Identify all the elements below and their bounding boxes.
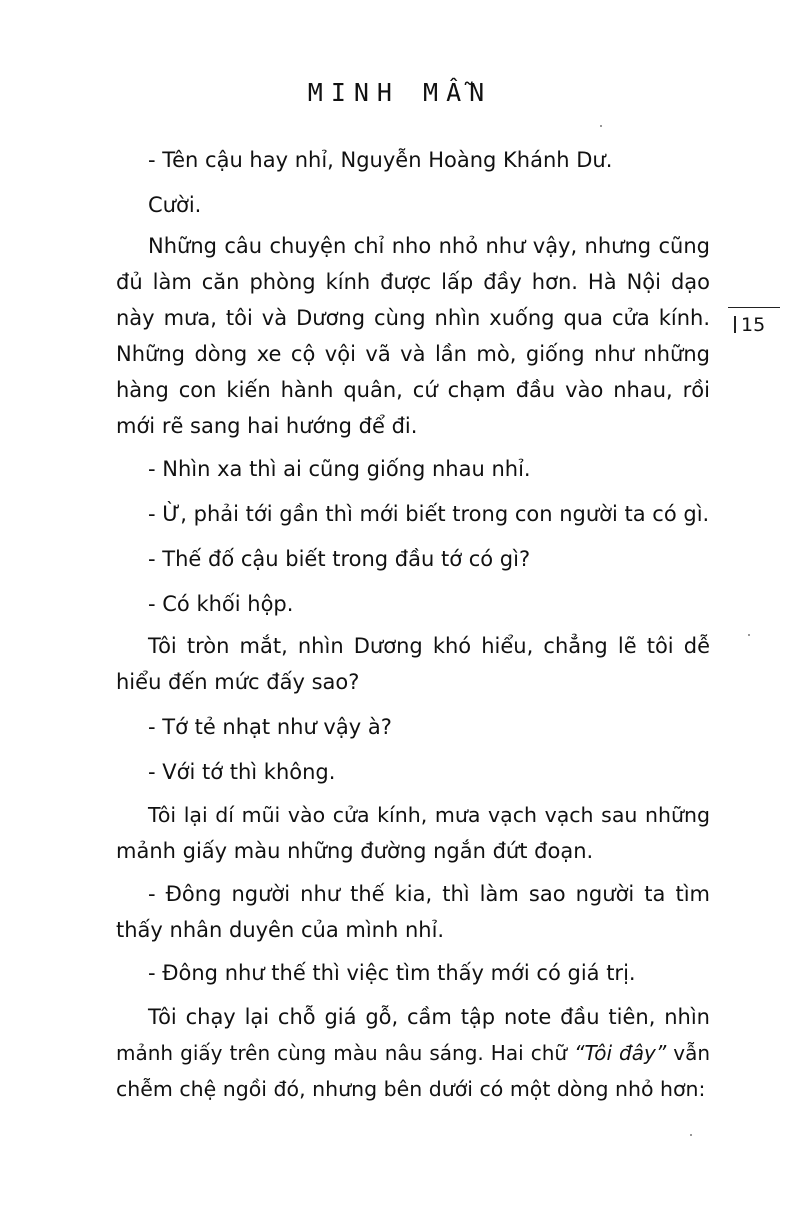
paragraph: Tôi tròn mắt, nhìn Dương khó hiểu, chẳng lẽ tôi dễ hiểu đến mức đấy sao?: [116, 634, 710, 694]
paragraph: Tôi lại dí mũi vào cửa kính, mưa vạch vạch sau những mảnh giấy màu những đường ngắn đứt đoạn.: [116, 803, 710, 863]
paragraph: Cười.: [148, 193, 202, 217]
page-number-rule: [728, 307, 780, 308]
dialogue-line: - Thế đố cậu biết trong đầu tớ có gì?: [148, 547, 531, 571]
page-number: 15: [734, 314, 765, 336]
running-title: MINH MẪN: [307, 78, 493, 107]
dialogue-line: - Có khối hộp.: [148, 592, 294, 616]
dialogue-line: - Với tớ thì không.: [148, 760, 336, 784]
line-with-emphasis: mảnh giấy trên cùng màu nâu sáng. Hai chữ “Tôi đây” vẫn: [116, 1041, 710, 1065]
scan-speck: [600, 125, 602, 127]
paragraph: Tôi chạy lại chỗ giá gỗ, cầm tập note đầu tiên, nhìn mảnh giấy trên cùng màu nâu sáng. Hai chữ “Tôi đây” vẫn chễm chệ ngồi đó, nhưng bên dưới có một dòng nhỏ hơn:: [116, 1005, 710, 1101]
dialogue-line: - Đông người như thế kia, thì làm sao người ta tìm thấy nhân duyên của mình nhỉ.: [116, 882, 710, 942]
dialogue-line: - Đông như thế thì việc tìm thấy mới có giá trị.: [148, 961, 636, 985]
paragraph: Những câu chuyện chỉ nho nhỏ như vậy, nhưng cũng đủ làm căn phòng kính được lấp đầy hơn. Hà Nội dạo này mưa, tôi và Dương cùng nhìn xuống qua cửa kính. Những dòng xe cộ vội vã và lần mò, giống như những hàng con kiến hành quân, cứ chạm đầu vào nhau, rồi mới rẽ sang hai hướng để đi.: [116, 234, 710, 438]
dialogue-line: - Nhìn xa thì ai cũng giống nhau nhỉ.: [148, 457, 531, 481]
dialogue-line: - Ừ, phải tới gần thì mới biết trong con người ta có gì.: [148, 502, 710, 526]
dialogue-line: - Tớ tẻ nhạt như vậy à?: [148, 715, 392, 739]
scan-speck: [748, 634, 750, 636]
emphasis-quote: “Tôi đây”: [574, 1041, 667, 1065]
scan-speck: [690, 1134, 692, 1136]
dialogue-line: - Tên cậu hay nhỉ, Nguyễn Hoàng Khánh Dư.: [148, 148, 613, 172]
